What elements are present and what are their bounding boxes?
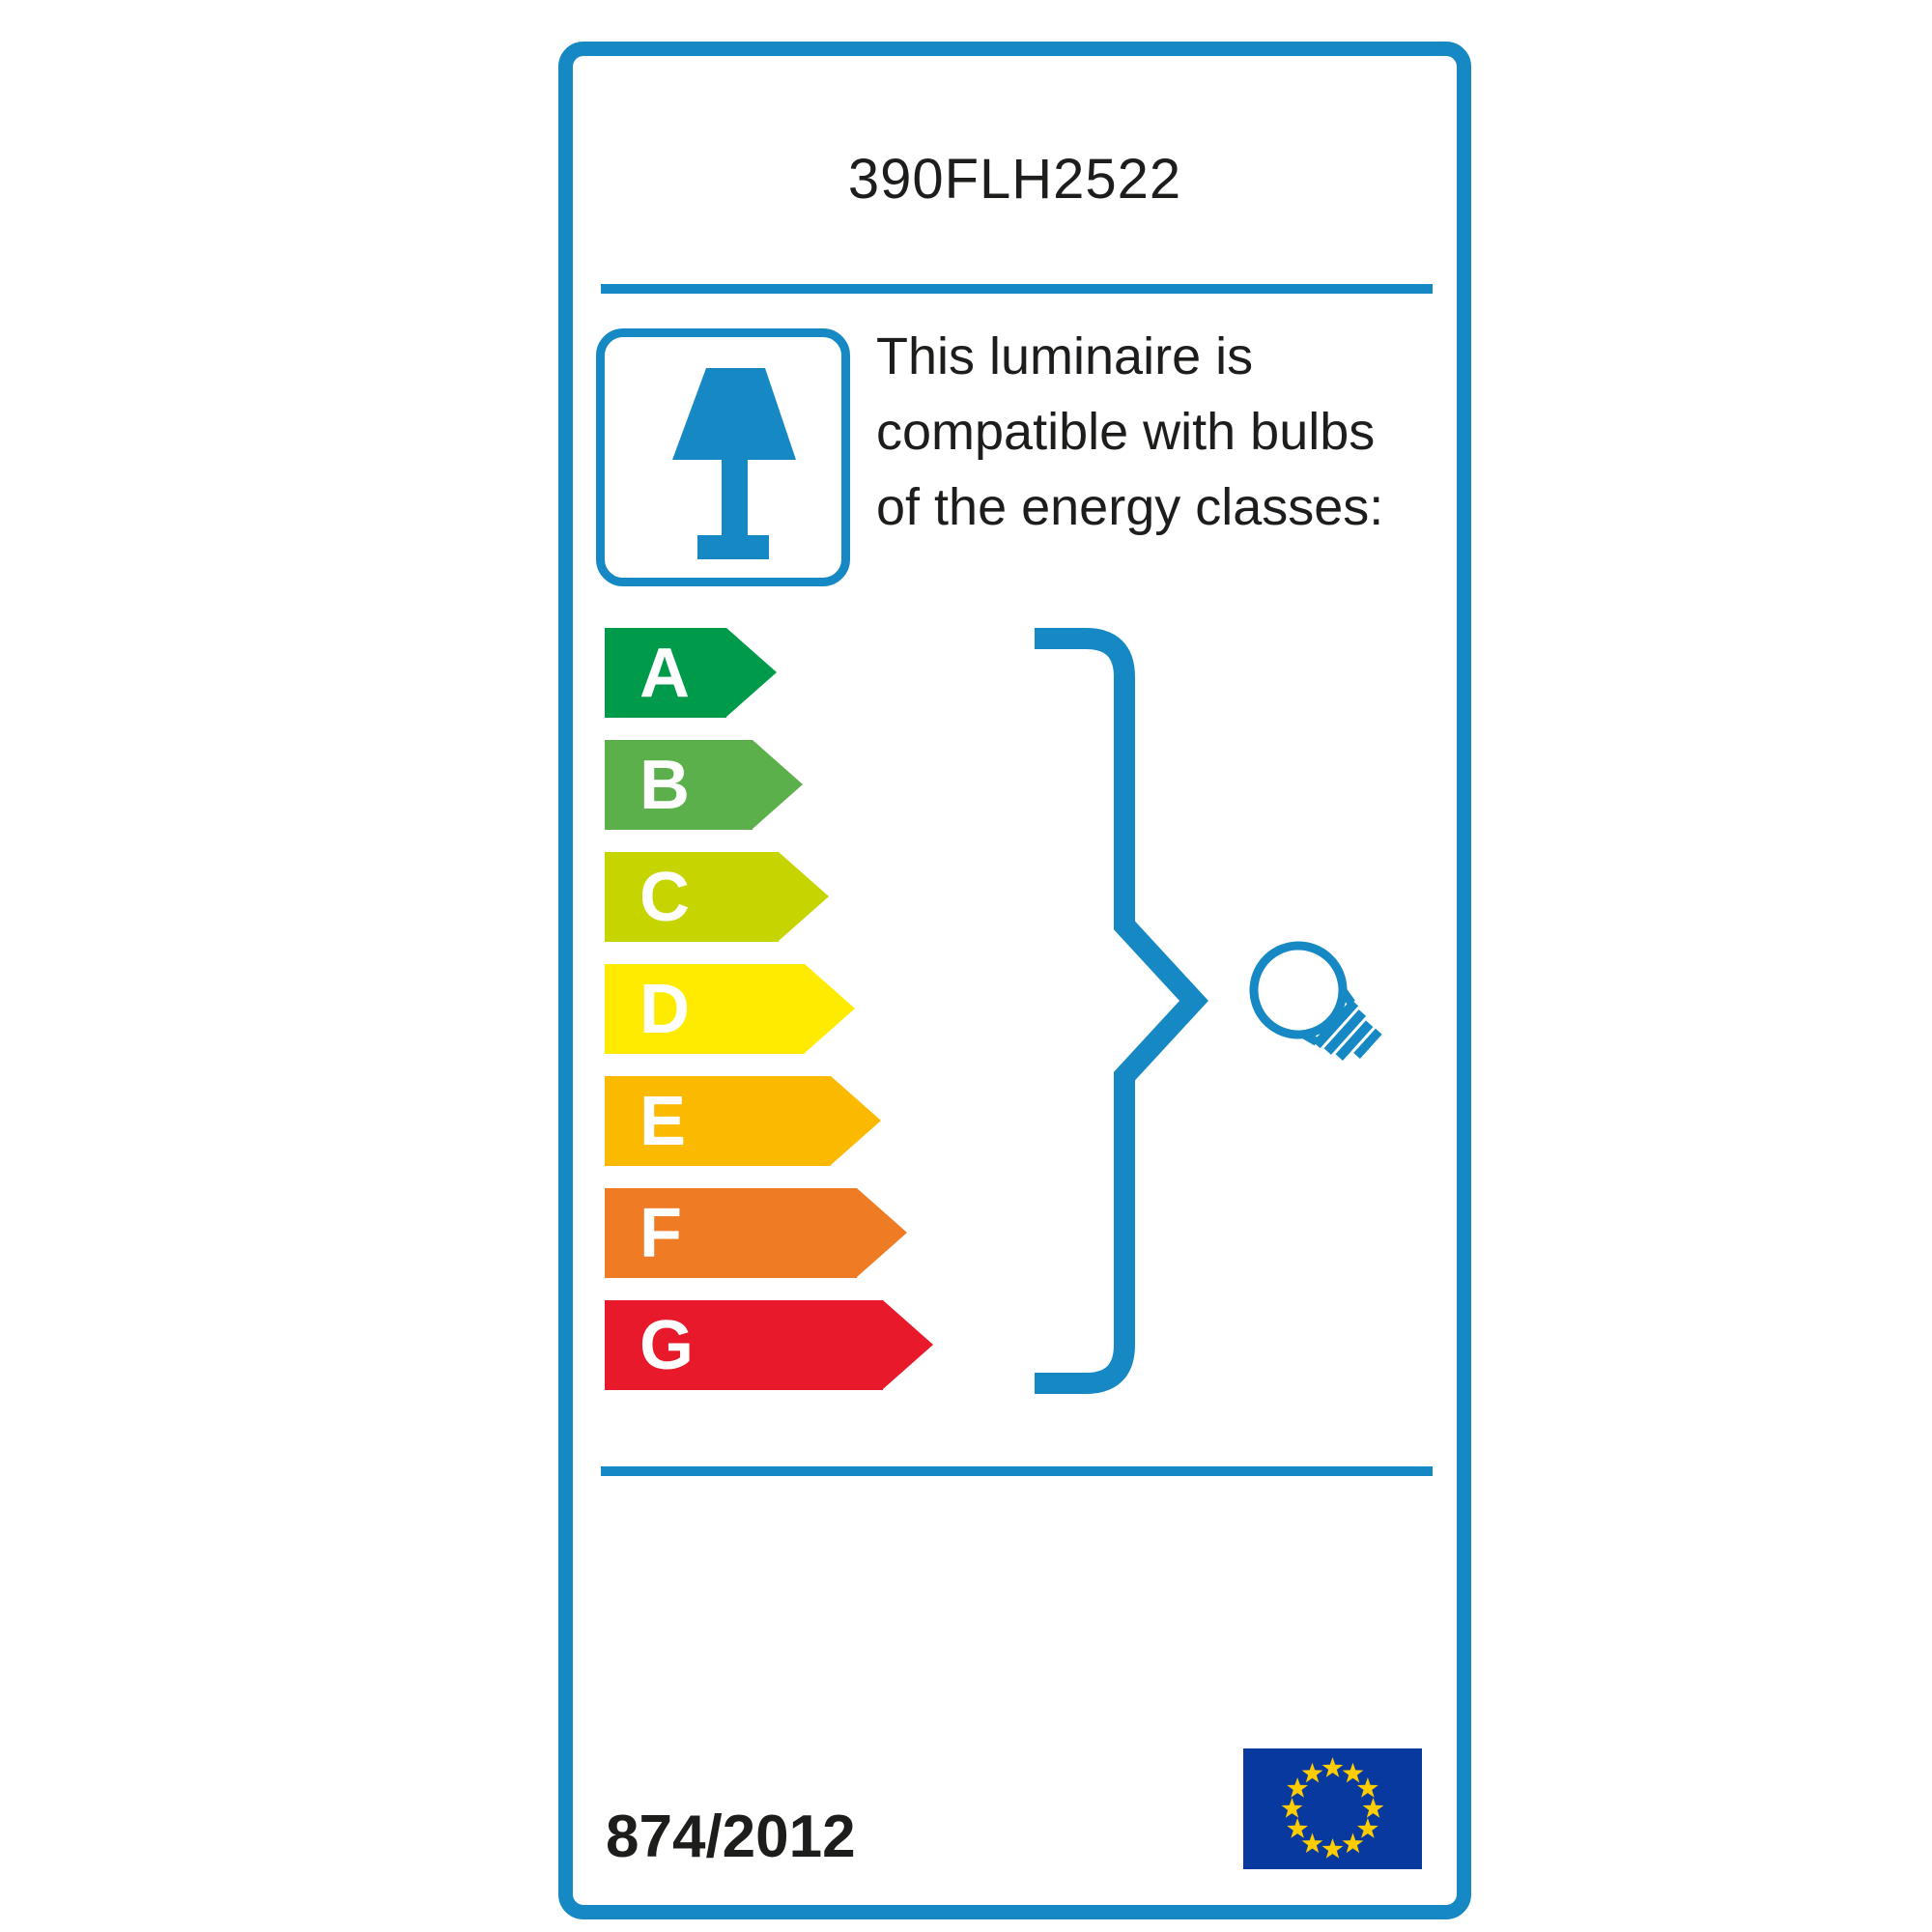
energy-class-arrow-g	[605, 1300, 933, 1390]
eu-flag	[1243, 1748, 1422, 1869]
compatibility-text-line3: of the energy classes:	[876, 478, 1384, 536]
compatibility-text	[876, 319, 1383, 545]
bulb-group	[1236, 927, 1396, 1085]
arrow-letter: G	[639, 1306, 695, 1384]
arrow-body	[605, 964, 805, 1054]
compatibility-text-line1: This luminaire is	[876, 327, 1254, 385]
arrow-letter: C	[639, 858, 690, 936]
arrow-tip	[753, 740, 803, 829]
arrow-letter: B	[639, 746, 690, 824]
curly-brace-icon	[1005, 609, 1217, 1410]
energy-class-arrow-c	[605, 852, 829, 942]
arrow-tip	[726, 628, 777, 717]
regulation-number: 874/2012	[606, 1804, 856, 1870]
lamp-base	[697, 535, 769, 559]
energy-class-arrow-d	[605, 964, 855, 1054]
arrow-body	[605, 740, 753, 830]
arrow-letter: A	[639, 634, 690, 712]
arrow-tip	[779, 852, 829, 941]
arrow-tip	[805, 964, 855, 1053]
bottom-divider	[601, 1466, 1433, 1476]
arrow-body	[605, 1076, 831, 1166]
arrow-body	[605, 628, 726, 718]
energy-class-arrow-e	[605, 1076, 881, 1166]
energy-class-arrow-f	[605, 1188, 907, 1278]
product-code: 390FLH2522	[847, 148, 1182, 211]
luminaire-pictogram-box	[596, 328, 850, 586]
light-bulb-icon	[1208, 908, 1430, 1101]
energy-class-arrow-b	[605, 740, 803, 830]
lamp-shade	[672, 368, 796, 460]
arrow-tip	[831, 1076, 881, 1165]
arrow-body	[605, 1300, 883, 1390]
top-divider	[601, 284, 1433, 294]
arrow-body	[605, 852, 779, 942]
energy-class-arrow-a	[605, 628, 777, 718]
curly-brace-path	[1035, 639, 1194, 1383]
compatibility-text-line2: compatible with bulbs	[876, 403, 1376, 461]
arrow-letter: F	[639, 1194, 682, 1272]
energy-class-scale	[605, 628, 933, 1412]
arrow-body	[605, 1188, 857, 1278]
table-lamp-icon	[605, 337, 841, 578]
arrow-letter: E	[639, 1082, 687, 1160]
arrow-tip	[883, 1300, 933, 1389]
arrow-letter: D	[639, 970, 690, 1048]
arrow-tip	[857, 1188, 907, 1277]
